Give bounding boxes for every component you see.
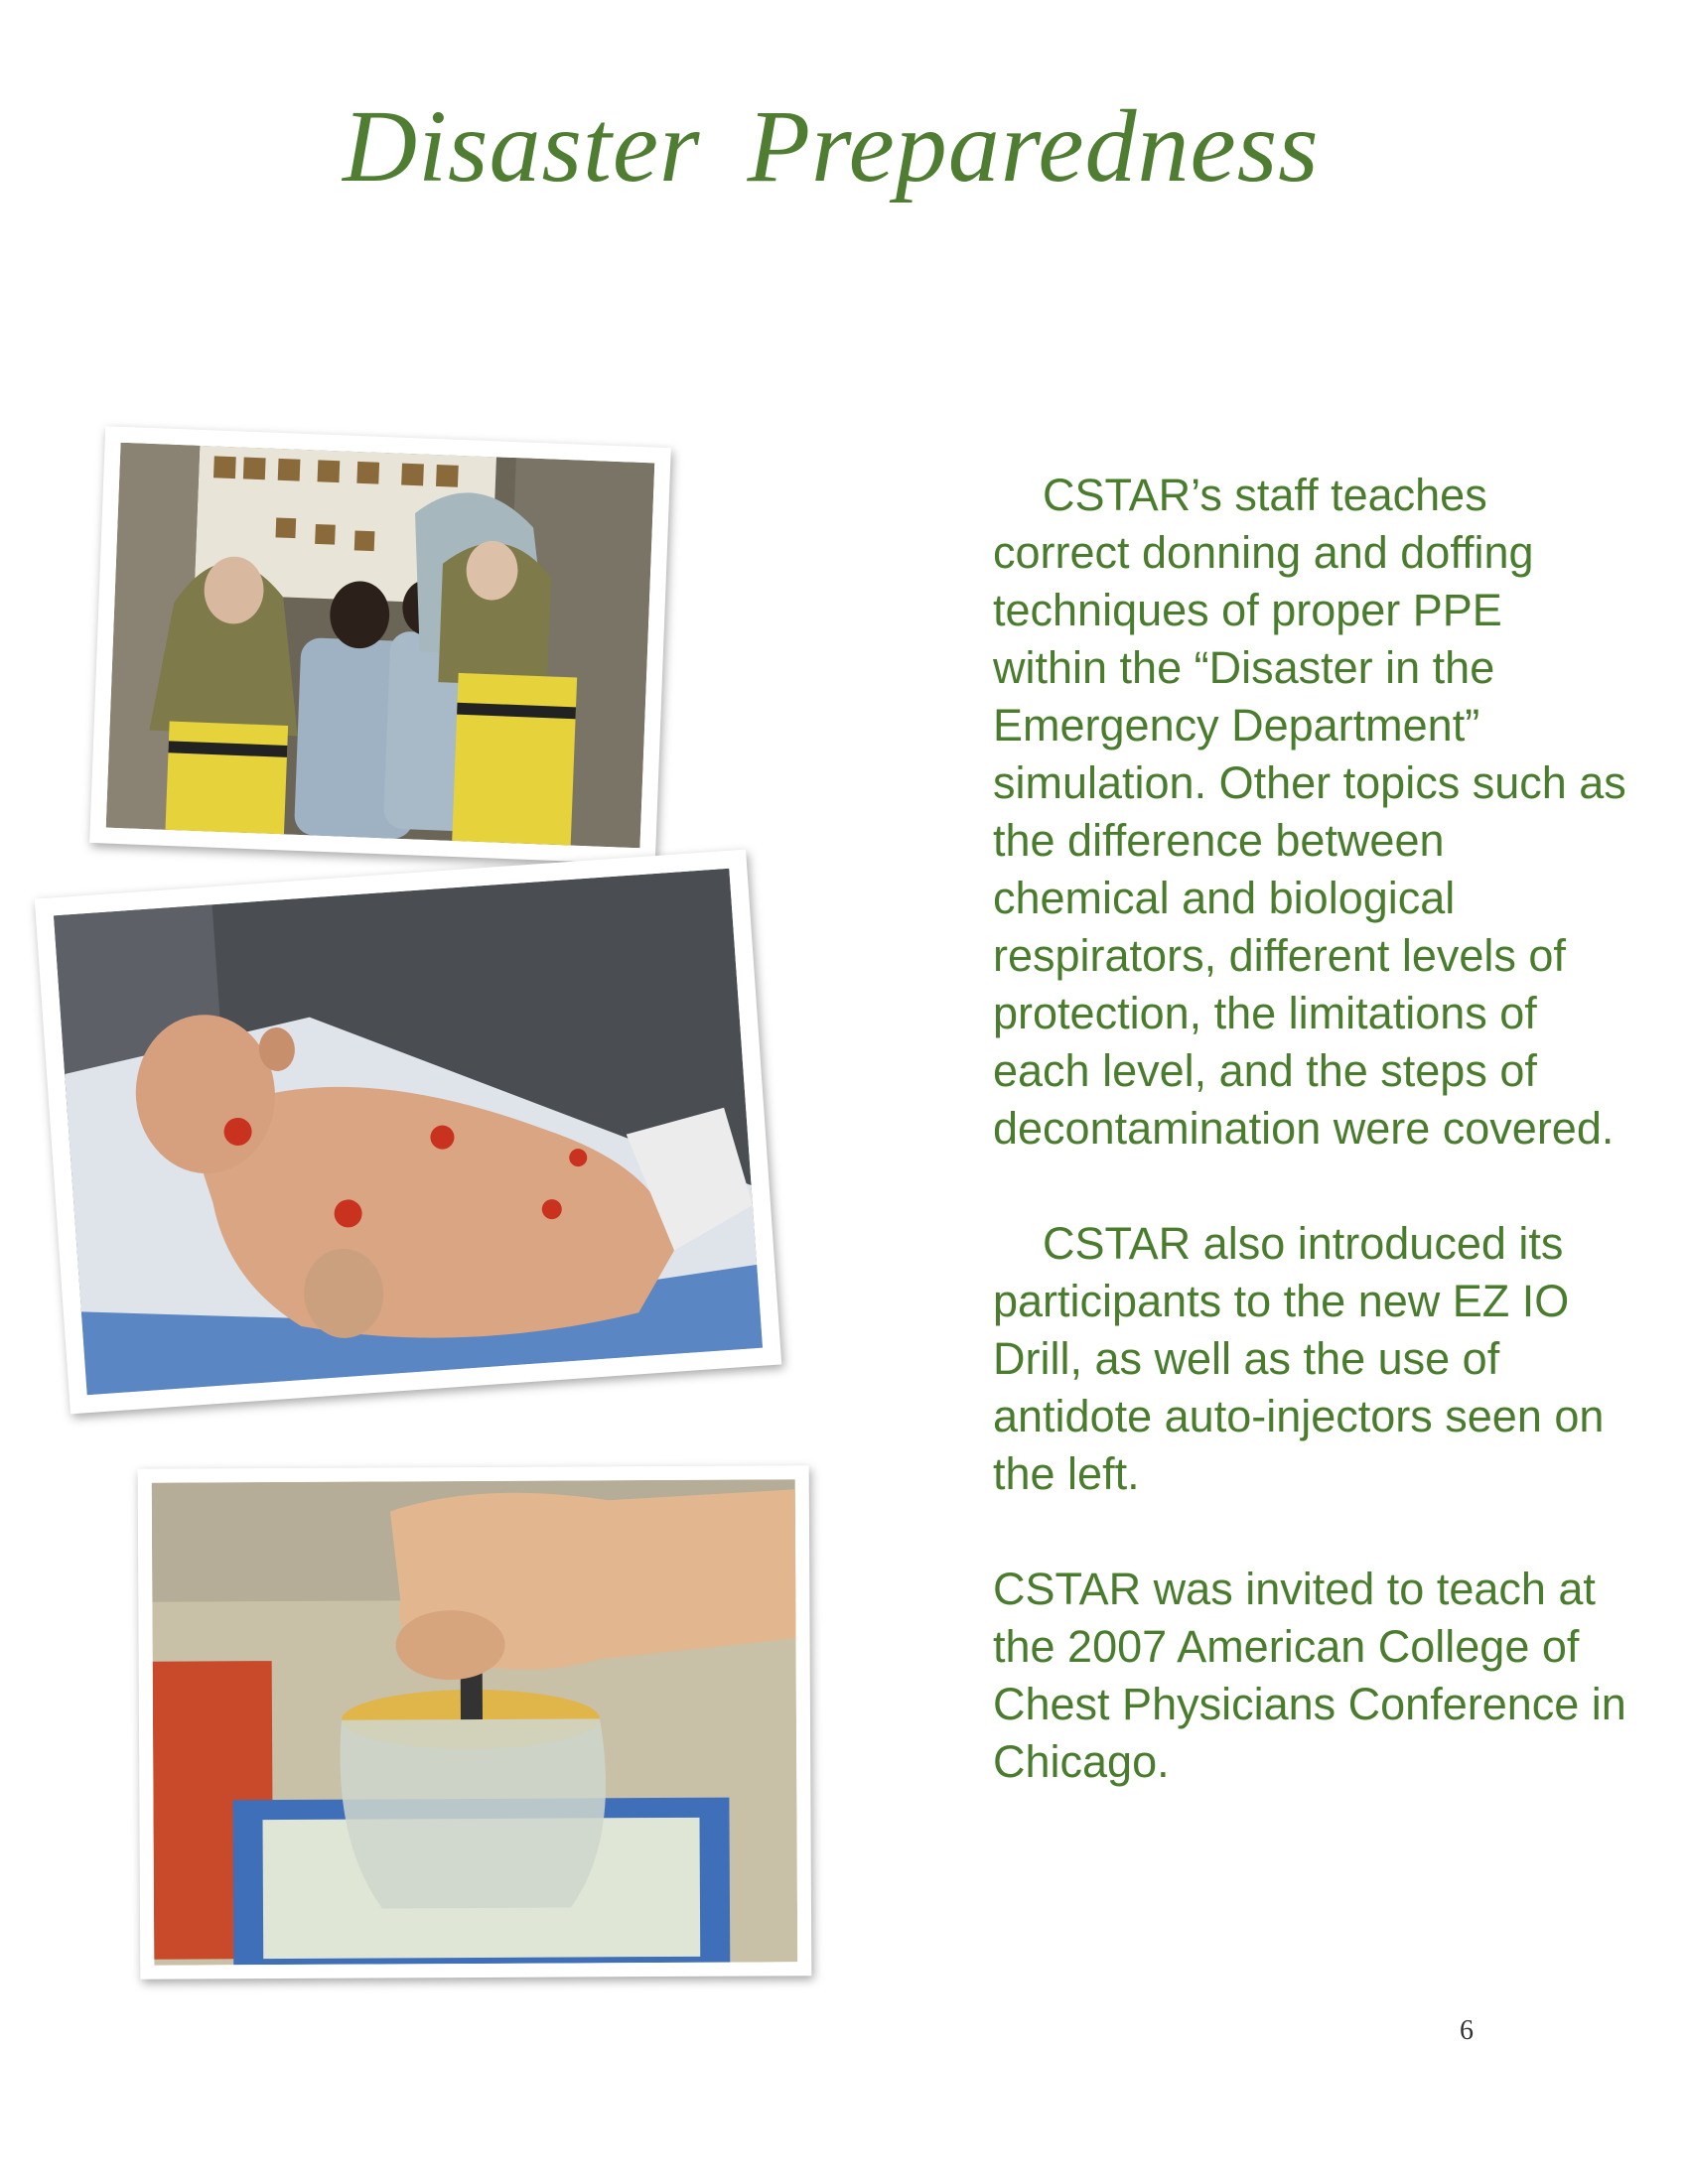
paragraph-ppe-training: CSTAR’s staff teaches correct donning and doffing techniques of proper PPE within the “Disaster in the Emergency Department” simulation. Other topics such as the difference between chemical and biological respirators, different levels of protection, the limitations of each level, and the steps of decontamination were covered. xyxy=(993,470,1626,1154)
paragraph-chest-conference: CSTAR was invited to teach at the 2007 American College of Chest Physicians Conference in Chicago. xyxy=(993,1564,1626,1787)
paragraph-ez-io-drill: CSTAR also introduced its participants to the new EZ IO Drill, as well as the use of antidote auto-injectors seen on the left. xyxy=(993,1218,1605,1499)
auto-injector-image xyxy=(152,1479,798,1965)
manikin-photo xyxy=(35,850,782,1415)
page-number: 6 xyxy=(1460,2015,1474,2046)
body-text xyxy=(993,467,1628,1848)
manikin-image xyxy=(54,869,763,1395)
ppe-training-image xyxy=(106,443,654,848)
page-title: Disaster Preparedness xyxy=(343,89,1320,204)
auto-injector-photo xyxy=(138,1465,812,1979)
ppe-training-photo xyxy=(89,426,671,865)
